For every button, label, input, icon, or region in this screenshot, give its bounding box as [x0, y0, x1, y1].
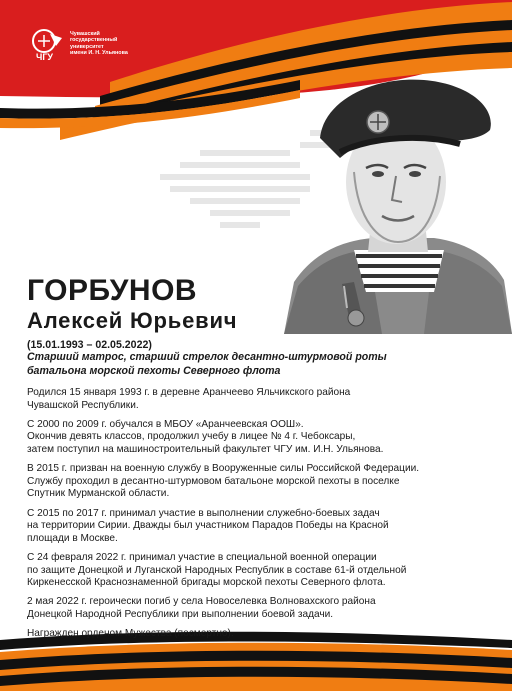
university-emblem-icon: [30, 28, 66, 62]
hero-name: Алексей Юрьевич: [27, 308, 238, 333]
life-dates: (15.01.1993 – 02.05.2022): [27, 339, 152, 351]
bio-paragraph: Награжден орденом Мужества (посмертно).: [27, 628, 234, 640]
bio-paragraph: С 2015 по 2017 г. принимал участие в выполнении служебно-боевых задач на территории Сирии. Дважды был участником Парадов Победы на Красной площади в Москве.: [27, 507, 389, 544]
bio-paragraph: С 24 февраля 2022 г. принимал участие в специальной военной операции по защите Донецкой и Луганской Народных Республик в составе 61-й отдельной Киркенесской Краснознаменной бригады морской пехоты Северного флота.: [27, 551, 407, 589]
bio-paragraph: Родился 15 января 1993 г. в деревне Аранчеево Яльчикского района Чувашской Республики.: [27, 387, 351, 411]
bio-paragraph: В 2015 г. призван на военную службу в Вооруженные силы Российской Федерации. Службу проходил в десантно-штурмовом батальоне морской пехоты в поселке Спутник Мурманской области.: [27, 463, 420, 500]
hero-surname: ГОРБУНОВ: [27, 274, 198, 307]
logo-abbr: ЧГУ: [36, 52, 54, 62]
portrait-drawing: [284, 72, 512, 334]
biography: [27, 387, 497, 647]
bio-paragraph: 2 мая 2022 г. героически погиб у села Новоселевка Волноваxского района Донецкой Народной Республики при выполнении боевой задачи.: [27, 596, 376, 620]
university-name: Чувашский государственный университет имени И. Н. Ульянова: [70, 31, 128, 56]
military-rank: Старший матрос, старший стрелок десантно-штурмовой роты батальона морской пехоты Северного флота: [27, 351, 387, 377]
bio-paragraph: С 2000 по 2009 г. обучался в МБОУ «Аранчеевская ООШ». Окончив девять классов, продолжил учебу в лицее № 4 г. Чебоксары, затем поступил на машиностроительный факультет ЧГУ им. И.Н. Ульянова.: [27, 418, 384, 455]
